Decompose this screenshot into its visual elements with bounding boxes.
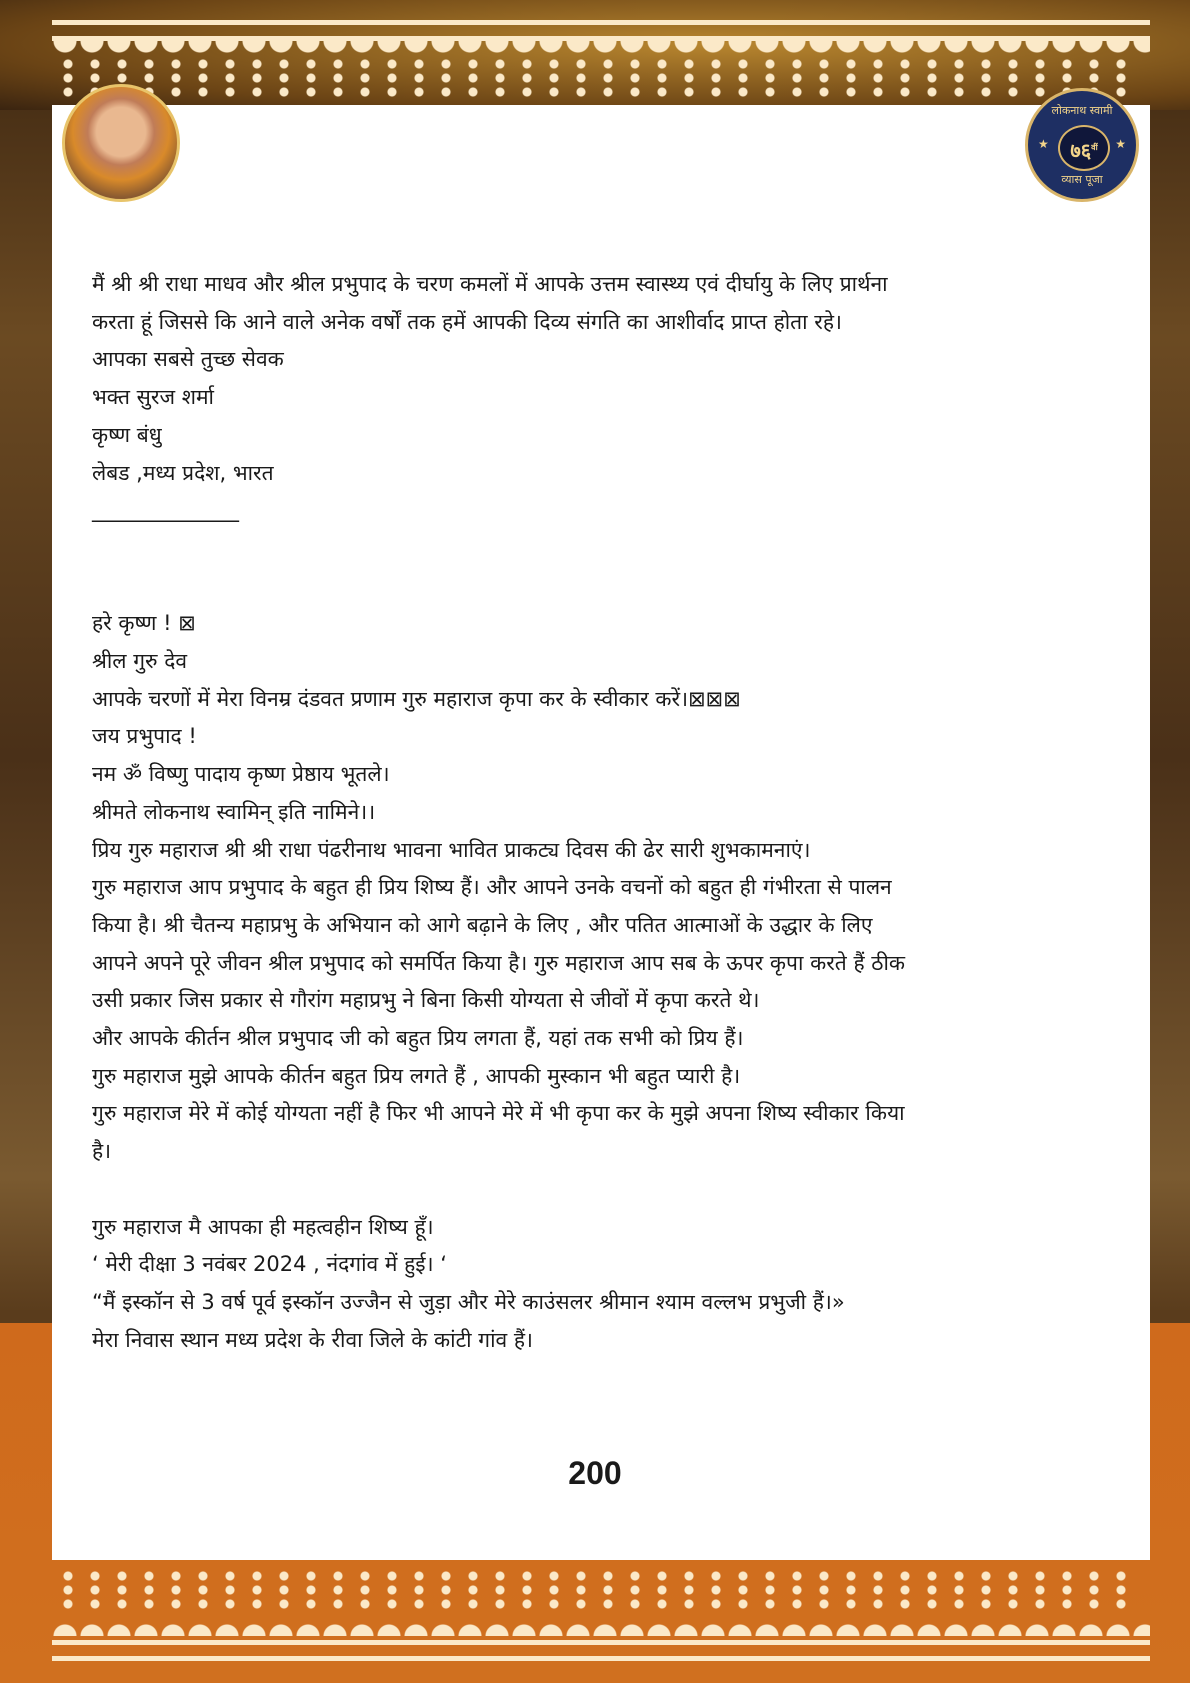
letter-1 (92, 266, 1102, 492)
text-line: लेबड ,मध्य प्रदेश, भारत (92, 460, 274, 485)
star-icon: ★ (1115, 137, 1126, 151)
top-dot-pattern (62, 58, 1142, 100)
letter-2 (92, 605, 1102, 1171)
text-line: “मैं इस्कॉन से 3 वर्ष पूर्व इस्कॉन उज्जैन से जुड़ा और मेरे काउंसलर श्रीमान श्याम वल्लभ प्रभुजी हैं।» (92, 1289, 845, 1314)
top-stripe (52, 20, 1150, 25)
letter-2-closing (92, 1209, 1102, 1360)
text-line: आपका सबसे तुच्छ सेवक (92, 347, 284, 372)
text-line: कृष्ण बंधु (92, 422, 162, 447)
badge-bottom-text: व्यास पूजा (1061, 173, 1103, 186)
text-line: गुरु महाराज मुझे आपके कीर्तन बहुत प्रिय लगते हैं , आपकी मुस्कान भी बहुत प्यारी है। (92, 1063, 741, 1088)
text-line: गुरु महाराज मेरे में कोई योग्यता नहीं है फिर भी आपने मेरे में भी कृपा कर के मुझे अपना शिष्य स्वीकार किया (92, 1101, 905, 1126)
letter-content (92, 266, 1102, 1359)
text-line: श्रील गुरु देव (92, 649, 188, 673)
text-line: गुरु महाराज मै आपका ही महत्वहीन शिष्य हूँ। (92, 1214, 434, 1239)
text-line: प्रिय गुरु महाराज श्री श्री राधा पंढरीनाथ भावना भावित प्राकट्य दिवस की ढेर सारी शुभकामनाएं। (92, 837, 811, 862)
bottom-scallop-border (52, 1614, 1150, 1636)
bottom-stripe (52, 1640, 1150, 1645)
text-line: भक्त सुरज शर्मा (92, 385, 214, 410)
text-line: जय प्रभुपाद ! (92, 724, 197, 749)
text-line: और आपके कीर्तन श्रील प्रभुपाद जी को बहुत प्रिय लगता हैं, यहां तक सभी को प्रिय हैं। (92, 1026, 744, 1051)
text-line: मेरा निवास स्थान मध्य प्रदेश के रीवा जिले के कांटी गांव हैं। (92, 1327, 533, 1352)
text-line: उसी प्रकार जिस प्रकार से गौरांग महाप्रभु ने बिना किसी योग्यता से जीवों में कृपा करते थे। (92, 988, 760, 1013)
page-number: 200 (568, 1455, 622, 1491)
star-icon: ★ (1038, 137, 1049, 151)
badge-number (1058, 125, 1110, 171)
bottom-stripe (52, 1656, 1150, 1661)
text-line: हरे कृष्ण ! ⊠ (92, 611, 196, 636)
text-line: आपने अपने पूरे जीवन श्रील प्रभुपाद को समर्पित किया है। गुरु महाराज आप सब के ऊपर कृपा करते हैं ठीक (92, 950, 906, 975)
badge-number-text: ७६ (1070, 138, 1092, 163)
badge-suffix: वीं (1091, 143, 1098, 152)
badge-top-text: लोकनाथ स्वामी (1051, 104, 1113, 117)
text-line: गुरु महाराज आप प्रभुपाद के बहुत ही प्रिय शिष्य हैं। और आपने उनके वचनों को बहुत ही गंभीरता से पालन (92, 875, 892, 900)
vyasa-puja-badge-logo (1025, 88, 1139, 202)
bottom-dot-pattern (62, 1570, 1142, 1612)
text-line: है। (92, 1139, 112, 1164)
guru-photo (62, 84, 180, 202)
text-line: करता हूं जिससे कि आने वाले अनेक वर्षों तक हमें आपकी दिव्य संगति का आशीर्वाद प्राप्त होता रहे। (92, 309, 842, 334)
text-line: ‘ मेरी दीक्षा 3 नवंबर 2024 , नंदगांव में हुई। ‘ (92, 1252, 447, 1277)
text-line: नम ॐ विष्णु पादाय कृष्ण प्रेष्ठाय भूतले। (92, 762, 390, 787)
text-line: श्रीमते लोकनाथ स्वामिन् इति नामिने।। (92, 799, 376, 824)
separator-line: ______________ (92, 498, 239, 523)
text-line: किया है। श्री चैतन्य महाप्रभु के अभियान को आगे बढ़ाने के लिए , और पतित आत्माओं के उद्धार के लिए (92, 912, 873, 937)
text-line: आपके चरणों में मेरा विनम्र दंडवत प्रणाम गुरु महाराज कृपा कर के स्वीकार करें।⊠⊠⊠ (92, 686, 741, 711)
text-line: मैं श्री श्री राधा माधव और श्रील प्रभुपाद के चरण कमलों में आपके उत्तम स्वास्थ्य एवं दीर्घायु के लिए प्रार्थना (92, 272, 888, 296)
